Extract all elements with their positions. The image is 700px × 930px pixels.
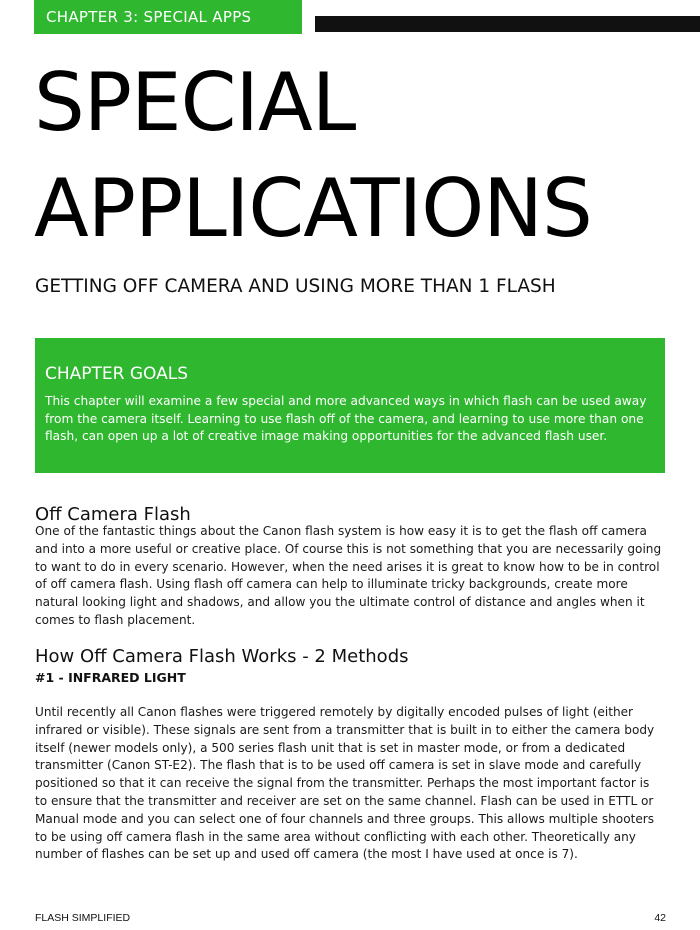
page-title-line-2: APPLICATIONS xyxy=(34,162,592,255)
footer-book-title: FLASH SIMPLIFIED xyxy=(35,912,131,924)
footer-page-number: 42 xyxy=(654,912,666,924)
chapter-goals-text: This chapter will examine a few special and more advanced ways in which flash can be used away from the camera itself. Learning to use flash off of the camera, and learning to use more than one flash, can open up a lot of creative image making opportunities for the advanced flash user. xyxy=(45,394,647,443)
section-heading-off-camera-flash: Off Camera Flash xyxy=(35,504,191,525)
subheading-infrared-light: #1 - INFRARED LIGHT xyxy=(35,670,186,685)
page-title-line-1: SPECIAL xyxy=(34,56,356,149)
chapter-tab: CHAPTER 3: SPECIAL APPS xyxy=(34,0,302,34)
header-bar xyxy=(315,16,700,32)
chapter-goals-heading: CHAPTER GOALS xyxy=(45,364,189,384)
paragraph-off-camera-flash: One of the fantastic things about the Canon flash system is how easy it is to get the flash off camera and into a more useful or creative place. Of course this is not something that you are necessarily going to want to do in every scenario. However, when the need arises it is great to know how to be in control of off camera flash. Using flash off camera can help to illuminate tricky backgrounds, create more natural looking light and shadows, and allow you the ultimate control of distance and angles when it comes to flash placement. xyxy=(35,524,662,627)
section-heading-how-it-works: How Off Camera Flash Works - 2 Methods xyxy=(35,646,409,667)
chapter-goals-box xyxy=(35,338,665,473)
page-subtitle: GETTING OFF CAMERA AND USING MORE THAN 1 FLASH xyxy=(35,276,556,297)
paragraph-infrared-light: Until recently all Canon flashes were triggered remotely by digitally encoded pulses of light (either infrared or visible). These signals are sent from a transmitter that is built in to either the camera body itself (newer models only), a 500 series flash unit that is set in master mode, or from a dedicated transmitter (Canon ST-E2). The flash that is to be used off camera is set in slave mode and carefully positioned so that it can receive the signal from the transmitter. Perhaps the most important factor is to ensure that the transmitter and receiver are set on the same channel. Flash can be used in ETTL or Manual mode and you can select one of four channels and three groups. This allows multiple shooters to be using off camera flash in the same area without conflicting with each other. Theoretically any number of flashes can be set up and used off camera (the most I have used at once is 7). xyxy=(35,705,655,862)
